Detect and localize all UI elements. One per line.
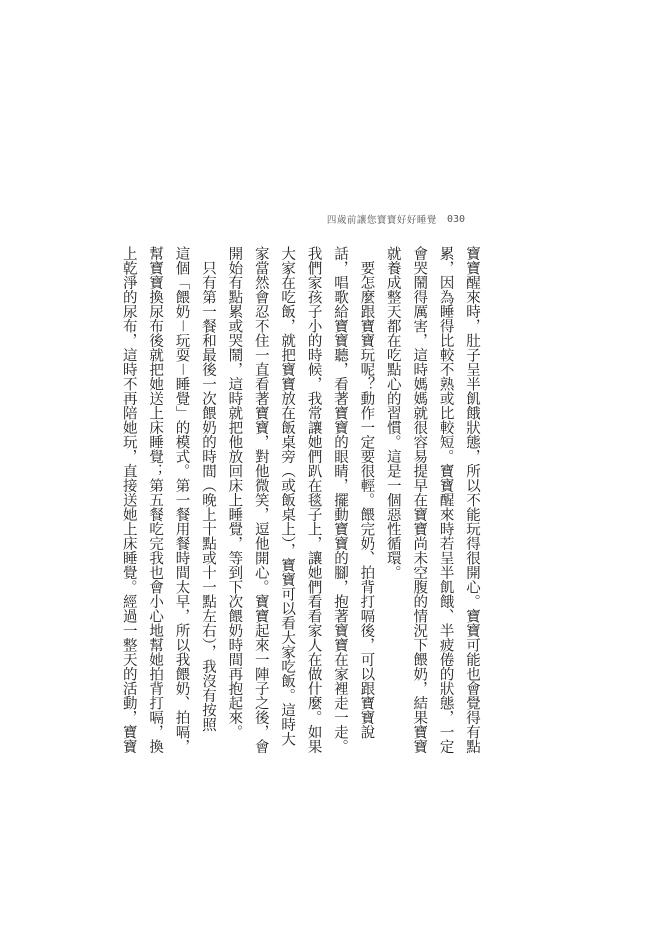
text-line: 只有第一餐和最後一次餵奶的時間（晚上十點或十一點左右），我沒有按照 [199, 246, 216, 732]
text-line: 家當然會忍不住一直看著寶寶，對他微笑，逗他開心。寶寶起來一陣子之後，會 [252, 246, 269, 754]
text-line: 就養成整天都在吃點心的習慣。這是一個惡性循環。 [384, 246, 401, 580]
vertical-text-block [115, 246, 485, 754]
text-line: 開始有點累或哭鬧，這時就把他放回床上睡覺，等到下次餵奶時間再抱起來。 [226, 246, 243, 739]
text-line: 這個「餵奶－玩耍－睡覺」的模式。第一餐用餐時間太早，所以我餵奶、拍嗝， [173, 246, 190, 754]
text-line: 上乾淨的尿布，這時不再陪她玩，直接送她上床睡覺。經過一整天的活動，寶寶 [120, 246, 137, 754]
text-line: 幫寶寶換尿布後就把她送上床睡覺；第五餐吃完我也會小心地幫她拍背打嗝，換 [147, 246, 164, 754]
text-line: 要怎麼跟寶寶玩呢？動作一定要很輕。餵完奶、拍背打嗝後，可以跟寶寶說 [358, 246, 375, 739]
text-line: 大家在吃飯，就把寶寶放在飯桌旁（或飯桌上），寶寶可以看大家吃飯。這時大 [279, 246, 296, 747]
running-head [327, 212, 465, 226]
text-line: 會哭鬧得厲害，這時媽媽就很容易提早在寶寶尚未空腹的情況下餵奶，結果寶寶 [411, 246, 428, 754]
page-number: 030 [446, 213, 465, 225]
text-line: 寶寶醒來時，肚子呈半飢餓狀態，所以不能玩得很開心。寶寶可能也會覺得有點 [464, 246, 480, 754]
text-line: 我們家孩子小的時候，我常讓她們趴在毯子上，讓她們看看家人在做什麼。如果 [305, 246, 322, 754]
text-line: 話，唱歌給寶寶聽，看著寶寶的眼睛，擺動寶寶的腳，抱著寶寶在家裡走一走。 [331, 246, 348, 754]
text-line: 累，因為睡得比較不熟或比較短。寶寶醒來時若呈半飢餓、半疲倦的狀態，一定 [437, 246, 454, 754]
running-title: 四歲前讓您寶寶好好睡覺 [326, 215, 437, 226]
